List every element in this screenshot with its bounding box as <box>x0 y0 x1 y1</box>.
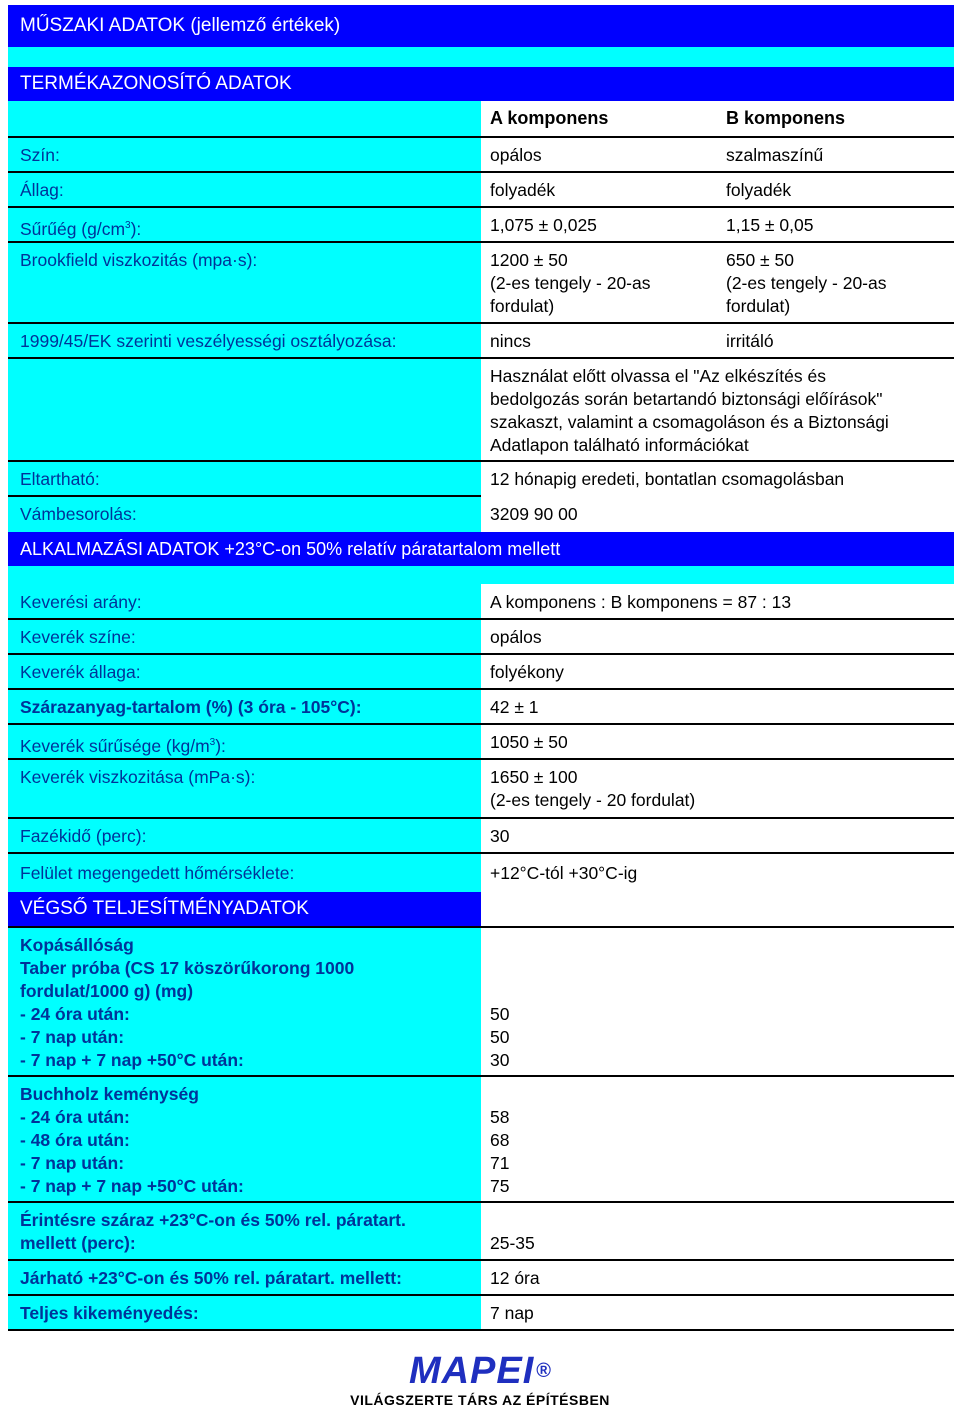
touch-dry-value: 25-35 <box>490 1233 535 1253</box>
section2-right-top <box>481 566 954 584</box>
divider <box>8 357 954 359</box>
surface-temp-value: +12°C-tól +30°C-ig <box>490 863 638 883</box>
divider <box>8 460 954 462</box>
divider <box>8 618 954 620</box>
divider <box>8 688 954 690</box>
solids-value: 42 ± 1 <box>490 697 539 717</box>
color-label: Szín: <box>20 145 60 165</box>
mix-color-value: opálos <box>490 627 542 647</box>
abrasion-values: 50 50 30 <box>490 1004 510 1070</box>
divider <box>8 136 954 138</box>
mix-density-value: 1050 ± 50 <box>490 732 568 752</box>
divider <box>8 206 954 208</box>
mix-consistency-label: Keverék állaga: <box>20 662 141 682</box>
divider <box>8 322 954 324</box>
mix-ratio-value: A komponens : B komponens = 87 : 13 <box>490 592 792 612</box>
divider <box>8 723 954 725</box>
mix-viscosity-label: Keverék viszkozitása (mPa·s): <box>20 767 256 787</box>
divider <box>8 1329 954 1331</box>
divider <box>8 653 954 655</box>
viscosity-value-a: 1200 ± 50 (2-es tengely - 20-as fordulat) <box>490 250 651 316</box>
divider <box>8 1294 954 1296</box>
shelf-life-value: 12 hónapig eredeti, bontatlan csomagolásban <box>490 469 845 489</box>
solids-label: Szárazanyag-tartalom (%) (3 óra - 105°C): <box>20 697 362 717</box>
hazard-value-b: irritáló <box>726 331 774 351</box>
consistency-label: Állag: <box>20 180 64 200</box>
col-a-header: A komponens <box>490 108 609 128</box>
full-cure-label: Teljes kikeményedés: <box>20 1303 199 1323</box>
mix-consistency-value: folyékony <box>490 662 564 682</box>
abrasion-label: Kopásállóság Taber próba (CS 17 köszörűkorong 1000 fordulat/1000 g) (mg) - 24 óra után: - 7 nap után: - 7 nap + 7 nap +50°C után: <box>20 935 355 1070</box>
mix-viscosity-value: 1650 ± 100 (2-es tengely - 20 fordulat) <box>490 767 696 810</box>
mix-density-label: Keverék sűrűsége $(kg/m^3)$: <box>20 735 226 756</box>
viscosity-value-b: 650 ± 50 (2-es tengely - 20-as fordulat) <box>726 250 887 316</box>
surface-temp-label: Felület megengedett hőmérséklete: <box>20 863 295 883</box>
divider <box>8 926 954 928</box>
section1-right-top <box>481 47 954 67</box>
section2-header <box>8 532 954 566</box>
section3-header <box>8 892 481 926</box>
divider <box>8 1259 954 1261</box>
walkable-label: Járható +23°C-on és 50% rel. páratart. mellett: <box>20 1268 402 1288</box>
mapei-logo <box>0 1350 960 1393</box>
section1-header <box>8 67 954 101</box>
divider <box>8 241 954 243</box>
section1-title: TERMÉKAZONOSÍTÓ ADATOK <box>20 73 292 94</box>
page-title: MŰSZAKI ADATOK (jellemző értékek) <box>20 15 341 36</box>
pot-life-value: 30 <box>490 826 510 846</box>
divider <box>8 495 481 497</box>
divider <box>8 852 954 854</box>
divider <box>8 817 954 819</box>
divider <box>8 171 954 173</box>
hardness-values: 58 68 71 75 <box>490 1107 510 1196</box>
walkable-value: 12 óra <box>490 1268 540 1288</box>
mix-ratio-label: Keverési arány: <box>20 592 142 612</box>
customs-value: 3209 90 00 <box>490 504 578 524</box>
consistency-value-a: folyadék <box>490 180 556 200</box>
col-b-header: B komponens <box>726 108 846 128</box>
full-cure-value: 7 nap <box>490 1303 534 1323</box>
section2-title: ALKALMAZÁSI ADATOK +23°C-on 50% relatív páratartalom mellett <box>20 538 561 559</box>
divider <box>8 758 954 760</box>
density-value-b: 1,15 ± 0,05 <box>726 215 814 235</box>
hazard-value-a: nincs <box>490 331 531 351</box>
section3-title: VÉGSŐ TELJESÍTMÉNYADATOK <box>20 898 309 919</box>
hardness-label: Buchholz keménység - 24 óra után: - 48 óra után: - 7 nap után: - 7 nap + 7 nap +50°C után: <box>20 1084 244 1196</box>
mix-color-label: Keverék színe: <box>20 627 136 647</box>
registered-mark: ® <box>536 1359 552 1382</box>
consistency-value-b: folyadék <box>726 180 792 200</box>
logo-text: MAPEI <box>408 1350 535 1392</box>
title-bar <box>8 5 954 47</box>
viscosity-label: Brookfield viszkozitás (mpa·s): <box>20 250 258 270</box>
divider <box>8 1201 954 1203</box>
safety-note: Használat előtt olvassa el "Az elkészítés és bedolgozás során betartandó biztonsági előírások" szakaszt, valamint a csomagoláson és a Biztonsági Adatlapon található információkat <box>490 366 889 455</box>
divider <box>8 1075 954 1077</box>
shelf-life-label: Eltartható: <box>20 469 100 489</box>
pot-life-label: Fazékidő (perc): <box>20 826 147 846</box>
density-value-a: 1,075 ± 0,025 <box>490 215 597 235</box>
customs-label: Vámbesorolás: <box>20 504 137 524</box>
touch-dry-label: Érintésre száraz +23°C-on és 50% rel. páratart. mellett (perc): <box>20 1210 406 1253</box>
density-label: Sűrűég $(g/cm^3)$: <box>20 218 142 239</box>
color-value-b: szalmaszínű <box>726 145 824 165</box>
tagline: VILÁGSZERTE TÁRS AZ ÉPÍTÉSBEN <box>350 1392 610 1408</box>
hazard-label: 1999/45/EK szerinti veszélyességi osztályozása: <box>20 331 397 351</box>
section1-panel <box>8 47 481 536</box>
color-value-a: opálos <box>490 145 542 165</box>
